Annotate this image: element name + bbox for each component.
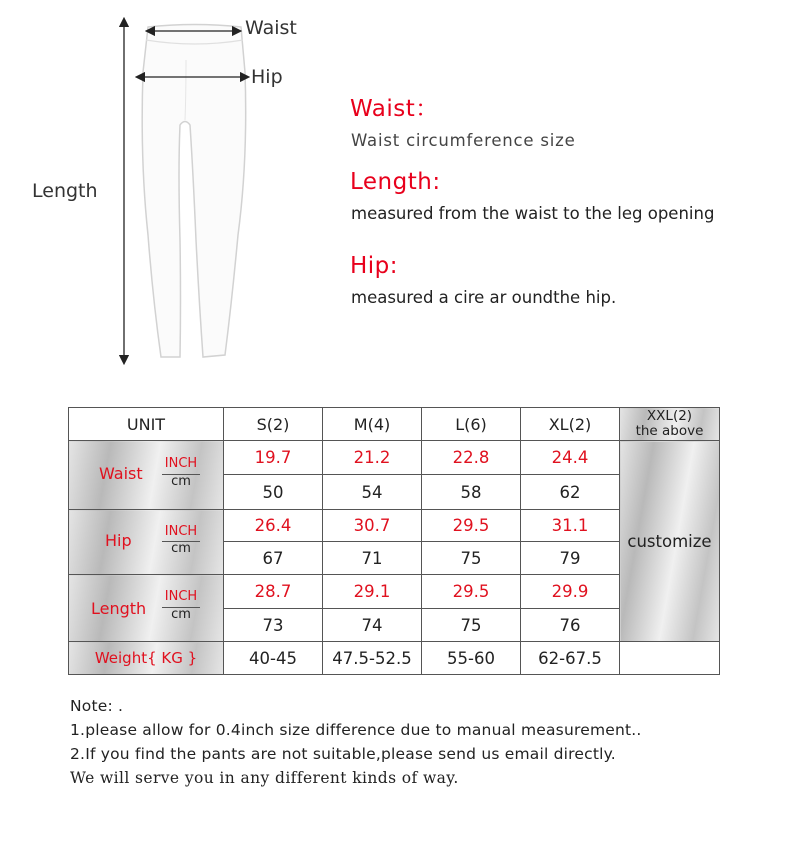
waist-row-label (69, 441, 224, 510)
table-cell: 31.1 (521, 510, 620, 542)
length-def-title: Length: (350, 169, 441, 195)
empty-cell (620, 642, 720, 675)
inch-label: INCH (164, 589, 198, 604)
table-cell: 75 (422, 609, 521, 642)
size-table (68, 407, 720, 675)
table-cell: 30.7 (323, 510, 422, 542)
table-cell: 24.4 (521, 441, 620, 475)
cm-label: cm (171, 474, 191, 489)
unit-stack (161, 441, 201, 509)
table-cell: 21.2 (323, 441, 422, 475)
table-cell: 29.1 (323, 575, 422, 609)
table-cell: 74 (323, 609, 422, 642)
unit-stack (161, 510, 201, 574)
note-line-3: We will serve you in any different kinds of way. (70, 769, 459, 787)
unit-header: UNIT (69, 408, 224, 441)
leggings-diagram (0, 0, 320, 380)
table-cell: 29.9 (521, 575, 620, 609)
table-cell: 19.7 (224, 441, 323, 475)
table-row (69, 441, 720, 475)
hip-def-text: measured a cire ar oundthe hip. (351, 288, 617, 307)
length-label: Length (32, 180, 98, 202)
table-cell: 29.5 (422, 575, 521, 609)
table-cell: 71 (323, 542, 422, 575)
waist-def-title: Waist： (350, 96, 439, 122)
table-row (69, 642, 720, 675)
measure-name: Length (91, 599, 147, 618)
table-cell: 29.5 (422, 510, 521, 542)
note-heading: Note: . (70, 697, 124, 715)
table-cell: 40-45 (224, 642, 323, 675)
length-row-label (69, 575, 224, 642)
waist-label: Waist (245, 17, 297, 39)
table-cell: 75 (422, 542, 521, 575)
length-def-text: measured from the waist to the leg opening (351, 204, 715, 223)
weight-label: Weight{ KG } (69, 642, 224, 675)
table-cell: 50 (224, 475, 323, 510)
table-cell: 47.5-52.5 (323, 642, 422, 675)
table-cell: 28.7 (224, 575, 323, 609)
xxl-header-line1: XXL(2) (646, 408, 693, 424)
table-cell: 76 (521, 609, 620, 642)
size-header: XL(2) (521, 408, 620, 441)
size-header: M(4) (323, 408, 422, 441)
hip-row-label (69, 510, 224, 575)
measure-name: Hip (105, 531, 132, 550)
table-cell: 22.8 (422, 441, 521, 475)
inch-label: INCH (164, 524, 198, 539)
table-cell: 54 (323, 475, 422, 510)
table-cell: 67 (224, 542, 323, 575)
leggings-shape (142, 25, 246, 358)
table-cell: 73 (224, 609, 323, 642)
table-cell: 79 (521, 542, 620, 575)
cm-label: cm (171, 541, 191, 556)
table-cell: 62 (521, 475, 620, 510)
size-header: L(6) (422, 408, 521, 441)
size-header: S(2) (224, 408, 323, 441)
cm-label: cm (171, 607, 191, 622)
hip-def-title: Hip: (350, 253, 399, 279)
xxl-header-line2: the above (635, 423, 704, 439)
note-line-2: 2.If you find the pants are not suitable,please send us email directly. (70, 745, 616, 763)
xxl-header (620, 408, 720, 441)
waist-def-text: Waist circumference size (351, 131, 576, 150)
table-cell: 58 (422, 475, 521, 510)
hip-label: Hip (251, 66, 283, 88)
table-header-row (69, 408, 720, 441)
measure-name: Waist (99, 464, 143, 483)
inch-label: INCH (164, 456, 198, 471)
customize-cell: customize (620, 441, 720, 642)
table-cell: 26.4 (224, 510, 323, 542)
note-line-1: 1.please allow for 0.4inch size difference due to manual measurement.. (70, 721, 642, 739)
table-cell: 55-60 (422, 642, 521, 675)
table-cell: 62-67.5 (521, 642, 620, 675)
unit-stack (161, 575, 201, 641)
